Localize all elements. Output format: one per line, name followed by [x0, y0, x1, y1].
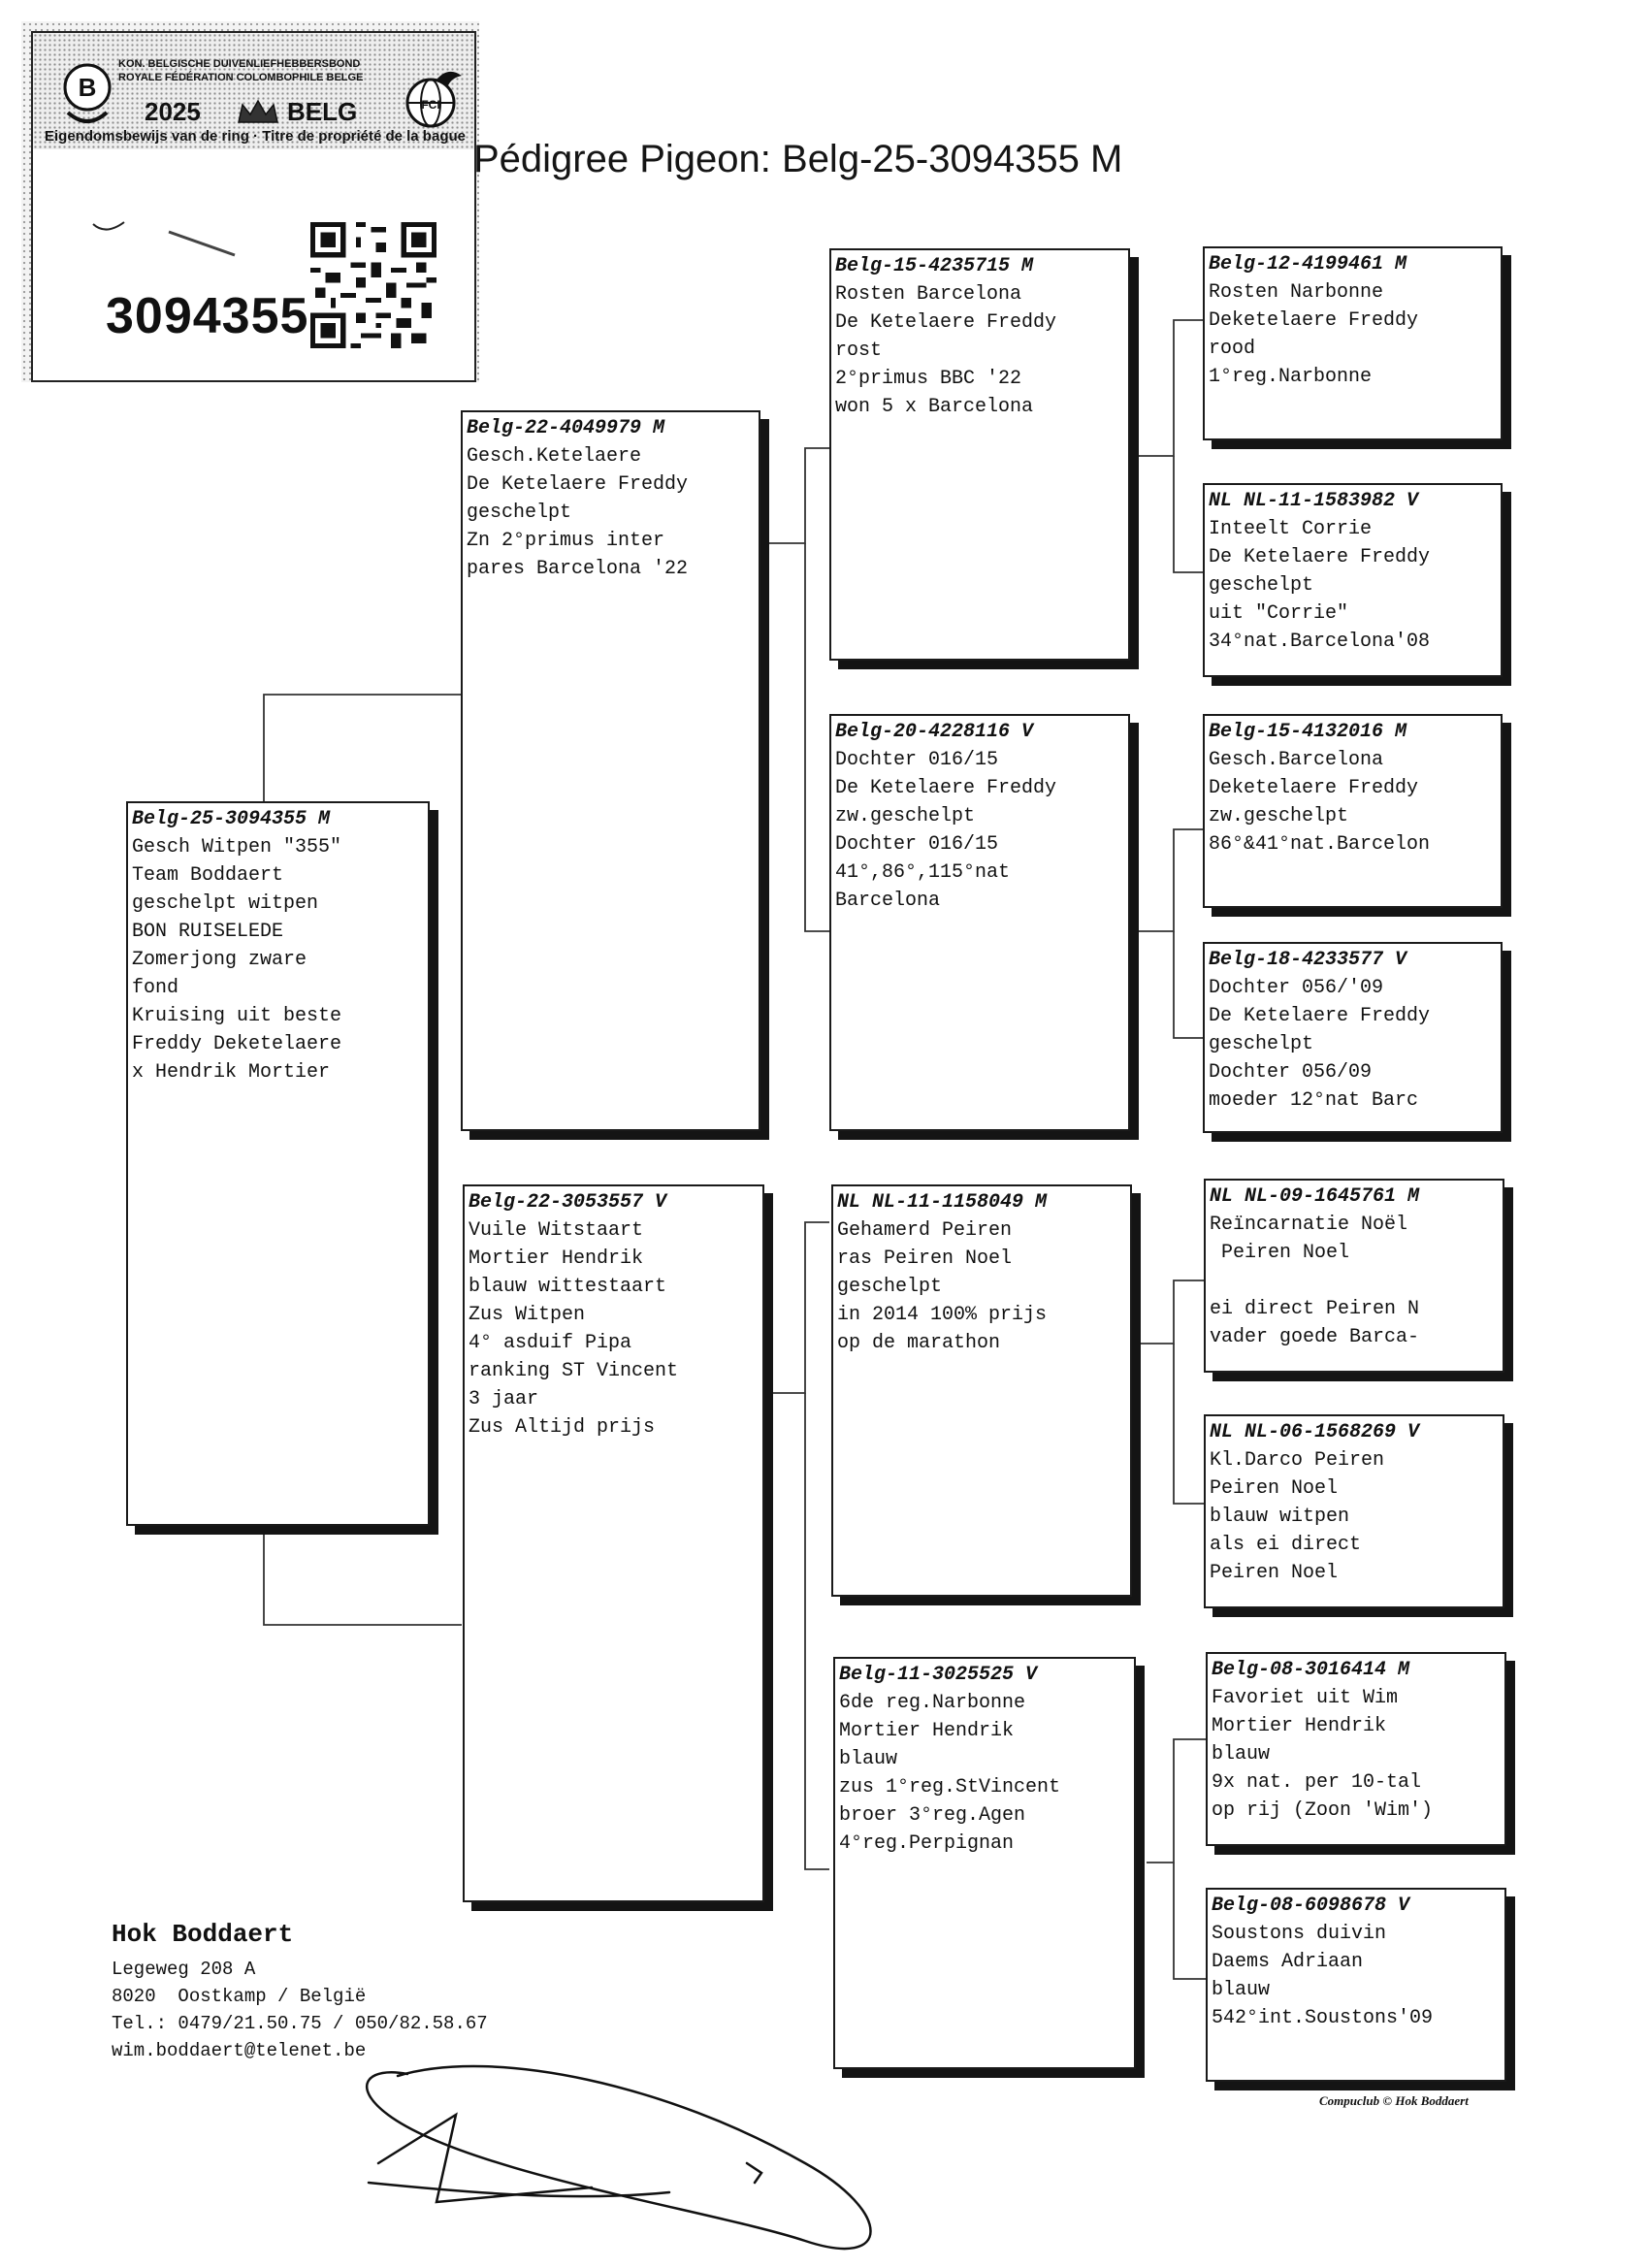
card-line: geschelpt — [837, 1276, 943, 1298]
card-line: Soustons duivin — [1212, 1923, 1387, 1945]
card-line: op de marathon — [837, 1332, 1001, 1354]
card-line: zw.geschelpt — [1209, 805, 1349, 827]
card-line: 6de reg.Narbonne — [839, 1692, 1026, 1714]
card-line: ras Peiren Noel — [837, 1247, 1013, 1270]
ring-number: Belg-18-4233577 V — [1209, 949, 1407, 971]
card-line: Peiren Noel — [1210, 1477, 1339, 1500]
card-line: blauw wittestaart — [469, 1276, 667, 1298]
card-line: ei direct Peiren N — [1210, 1298, 1420, 1320]
ring-number: Belg-15-4132016 M — [1209, 721, 1407, 743]
card-line: Zus Altijd prijs — [469, 1416, 656, 1439]
card-line: Zn 2°primus inter — [467, 530, 665, 552]
ring-number: Belg-22-3053557 V — [469, 1191, 667, 1214]
card-line: Mortier Hendrik — [839, 1720, 1015, 1742]
pedigree-card-sire — [461, 410, 760, 1131]
card-line: Team Boddaert — [132, 864, 284, 887]
card-line: geschelpt — [1209, 1033, 1314, 1055]
ring-number: Belg-08-3016414 M — [1212, 1659, 1410, 1681]
card-line: x Hendrik Mortier — [132, 1061, 331, 1084]
card-line: 34°nat.Barcelona'08 — [1209, 631, 1431, 653]
card-line: zw.geschelpt — [835, 805, 976, 827]
card-line: Inteelt Corrie — [1209, 518, 1373, 540]
stamp-federation-fr: ROYALE FÉDÉRATION COLOMBOPHILE BELGE — [118, 72, 364, 83]
breeder-address-street: Legeweg 208 A — [112, 1959, 256, 1980]
card-line: zus 1°reg.StVincent — [839, 1776, 1061, 1798]
ring-number: Belg-12-4199461 M — [1209, 253, 1407, 275]
pedigree-card-sds — [1203, 714, 1503, 908]
pedigree-card-sdd — [1203, 942, 1503, 1133]
card-line: fond — [132, 977, 179, 999]
ring-number: NL NL-11-1158049 M — [837, 1191, 1048, 1214]
card-line: Freddy Deketelaere — [132, 1033, 342, 1055]
stamp-country: BELG — [287, 97, 358, 126]
card-line: De Ketelaere Freddy — [467, 473, 689, 496]
card-line: Deketelaere Freddy — [1209, 777, 1419, 799]
card-line: Rosten Narbonne — [1209, 281, 1384, 304]
pedigree-card-dam — [463, 1184, 764, 1902]
ring-number: NL NL-11-1583982 V — [1209, 490, 1419, 512]
breeder-address-city: 8020 Oostkamp / België — [112, 1986, 367, 2007]
card-line: vader goede Barca- — [1210, 1326, 1420, 1348]
pedigree-card-dds — [1206, 1652, 1506, 1846]
ring-number: Belg-11-3025525 V — [839, 1664, 1038, 1686]
card-line: geschelpt — [1209, 574, 1314, 597]
card-line: Deketelaere Freddy — [1209, 309, 1419, 332]
card-line: Vuile Witstaart — [469, 1219, 644, 1242]
pedigree-card-dss — [1204, 1179, 1504, 1373]
card-line: geschelpt witpen — [132, 892, 319, 915]
card-line: Kruising uit beste — [132, 1005, 342, 1027]
card-line: De Ketelaere Freddy — [1209, 1005, 1431, 1027]
pedigree-card-sss — [1203, 246, 1503, 440]
pedigree-card-sire-sire — [829, 248, 1130, 661]
card-line: uit "Corrie" — [1209, 602, 1349, 625]
card-line: De Ketelaere Freddy — [835, 777, 1057, 799]
card-line: blauw witpen — [1210, 1506, 1350, 1528]
card-line: rood — [1209, 338, 1256, 360]
card-line: Zomerjong zware — [132, 949, 307, 971]
card-line — [1210, 1267, 1499, 1295]
ring-number: NL NL-09-1645761 M — [1210, 1185, 1420, 1208]
globe-text: FCI — [421, 98, 440, 112]
card-line: 4° asduif Pipa — [469, 1332, 632, 1354]
card-line: Dochter 016/15 — [835, 749, 999, 771]
card-line: Dochter 016/15 — [835, 833, 999, 856]
card-line: ranking ST Vincent — [469, 1360, 679, 1382]
card-line: De Ketelaere Freddy — [835, 311, 1057, 334]
software-credit: Compuclub © Hok Boddaert — [1319, 2093, 1469, 2108]
card-line: Rosten Barcelona — [835, 283, 1022, 306]
pedigree-card-ddd — [1206, 1888, 1506, 2082]
card-line: broer 3°reg.Agen — [839, 1804, 1026, 1827]
card-line: 542°int.Soustons'09 — [1212, 2007, 1434, 2029]
handwritten-signature — [349, 2057, 892, 2260]
card-line: op rij (Zoon 'Wim') — [1212, 1799, 1434, 1822]
card-line: in 2014 100% prijs — [837, 1304, 1048, 1326]
card-line: won 5 x Barcelona — [835, 396, 1034, 418]
card-line: Daems Adriaan — [1212, 1951, 1364, 1973]
card-line: 4°reg.Perpignan — [839, 1832, 1015, 1855]
card-line: Gesch.Ketelaere — [467, 445, 642, 468]
pedigree-card-dam-sire — [831, 1184, 1132, 1597]
card-line: Gesch.Barcelona — [1209, 749, 1384, 771]
card-line: pares Barcelona '22 — [467, 558, 689, 580]
card-line: Gehamerd Peiren — [837, 1219, 1013, 1242]
card-line: De Ketelaere Freddy — [1209, 546, 1431, 568]
breeder-phone: Tel.: 0479/21.50.75 / 050/82.58.67 — [112, 2013, 488, 2034]
card-line: BON RUISELEDE — [132, 921, 284, 943]
breeder-name: Hok Boddaert — [112, 1920, 294, 1949]
ring-number: Belg-25-3094355 M — [132, 808, 331, 830]
card-line: blauw — [1212, 1979, 1271, 2001]
card-line: 9x nat. per 10-tal — [1212, 1771, 1422, 1794]
card-line: blauw — [839, 1748, 898, 1770]
breeder-email: wim.boddaert@telenet.be — [112, 2040, 367, 2061]
ring-number: Belg-15-4235715 M — [835, 255, 1034, 277]
card-line: moeder 12°nat Barc — [1209, 1089, 1419, 1112]
card-line: 3 jaar — [469, 1388, 539, 1410]
ring-number: Belg-08-6098678 V — [1212, 1895, 1410, 1917]
pedigree-card-ssd — [1203, 483, 1503, 677]
page-title: Pédigree Pigeon: Belg-25-3094355 M — [473, 138, 1123, 180]
pedigree-card-sire-dam — [829, 714, 1130, 1131]
pedigree-card-subject — [126, 801, 430, 1526]
card-line: geschelpt — [467, 502, 572, 524]
ring-number: Belg-20-4228116 V — [835, 721, 1034, 743]
card-line: Peiren Noel — [1210, 1562, 1339, 1584]
pedigree-card-dam-dam — [833, 1657, 1136, 2069]
card-line: Barcelona — [835, 890, 941, 912]
stamp-ring-number: 3094355 — [106, 288, 309, 344]
stamp-year: 2025 — [145, 97, 201, 126]
card-line: 41°,86°,115°nat — [835, 861, 1011, 884]
card-line: rost — [835, 340, 883, 362]
ring-number: NL NL-06-1568269 V — [1210, 1421, 1420, 1443]
card-line: Mortier Hendrik — [469, 1247, 644, 1270]
card-line: Mortier Hendrik — [1212, 1715, 1387, 1737]
card-line: 86°&41°nat.Barcelon — [1209, 833, 1431, 856]
ring-number: Belg-22-4049979 M — [467, 417, 665, 439]
card-line: Dochter 056/'09 — [1209, 977, 1384, 999]
stamp-subtitle: Eigendomsbewijs van de ring · Titre de propriété de la bague — [45, 128, 466, 145]
card-line: 1°reg.Narbonne — [1209, 366, 1373, 388]
card-line: Gesch Witpen "355" — [132, 836, 342, 859]
card-line: blauw — [1212, 1743, 1271, 1766]
pedigree-card-dsd — [1204, 1414, 1504, 1608]
card-line: Reïncarnatie Noël — [1210, 1214, 1408, 1236]
card-line: Zus Witpen — [469, 1304, 586, 1326]
card-line: 2°primus BBC '22 — [835, 368, 1022, 390]
card-line: Dochter 056/09 — [1209, 1061, 1373, 1084]
card-line: Peiren Noel — [1210, 1242, 1350, 1264]
card-line: Favoriet uit Wim — [1212, 1687, 1399, 1709]
logo-letter: B — [78, 73, 97, 102]
breeder-contact — [112, 1921, 488, 2064]
card-line: Kl.Darco Peiren — [1210, 1449, 1385, 1472]
card-line: als ei direct — [1210, 1534, 1362, 1556]
stamp-federation-nl: KON. BELGISCHE DUIVENLIEFHEBBERSBOND — [118, 58, 361, 70]
